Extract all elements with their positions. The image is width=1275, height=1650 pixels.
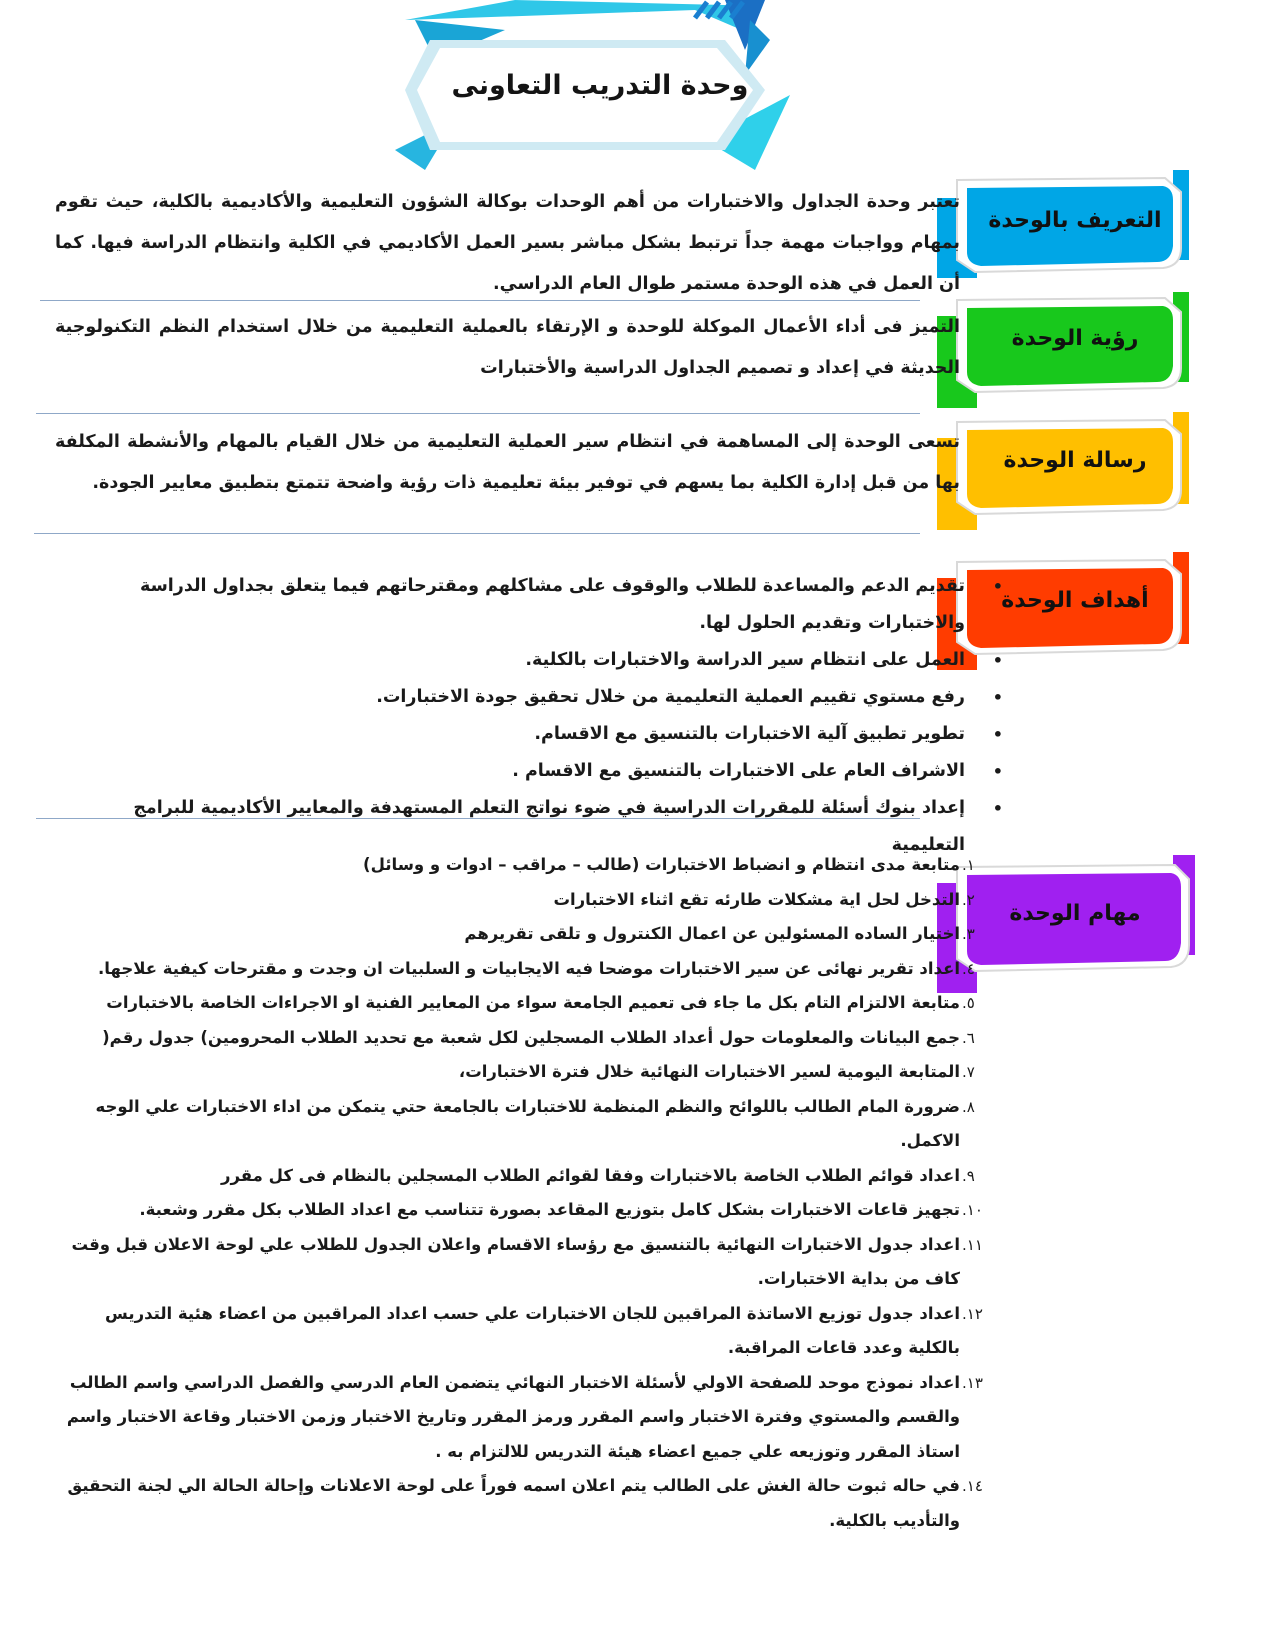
bullet-icon: • [992, 725, 1003, 744]
item-number: ٥. [962, 994, 975, 1012]
item-number: ١٠. [962, 1201, 983, 1219]
list-item [55, 568, 1003, 642]
list-item [60, 1055, 975, 1090]
list-item [60, 917, 975, 952]
item-number: ٨. [962, 1097, 975, 1116]
list-item [60, 1021, 975, 1056]
definition-text: تعتبر وحدة الجداول والاختبارات من أهم الوحدات بوكالة الشؤون التعليمية والأكاديمية بالكلية، حيث تقوم بمهام وواجبات مهمة جداً ترتبط بشكل مباشر بسير العمل الأكاديمي في الكلية وانتظام الدراسة فيها. كما أن العمل في هذه الوحدة مستمر طوال العام الدراسي. [55, 192, 960, 294]
title-banner [395, 0, 825, 180]
list-item [55, 753, 1003, 790]
task-text: في حاله ثبوت حالة الغش على الطالب يتم اعلان اسمه فوراً على لوحة الاعلانات وإحالة الحالة الي لجنة التحقيق والتأديب بالكلية. [67, 1476, 960, 1530]
label-vision-text: رؤية الوحدة [1011, 326, 1139, 351]
label-vision [935, 288, 1205, 413]
list-item [60, 1090, 975, 1159]
list-item [60, 952, 975, 987]
bullet-icon: • [992, 688, 1003, 707]
mission-text: تسعى الوحدة إلى المساهمة في انتظام سير العملية التعليمية من خلال القيام بالمهام والأنشطة المكلفة بها من قبل إدارة الكلية بما يسهم في توفير بيئة تعليمية ذات رؤية واضحة تتمتع بتطبيق معايير الجودة. [55, 432, 960, 493]
task-text: اعداد جدول الاختبارات النهائية بالتنسيق مع رؤساء الاقسام واعلان الجدول للطلاب علي لوحة الاعلان قبل وقت كاف من بداية الاختبارات. [71, 1234, 960, 1288]
divider [36, 818, 920, 819]
bullet-icon: • [992, 762, 1003, 781]
list-item [60, 848, 975, 883]
list-item [60, 986, 975, 1021]
task-text: تجهيز قاعات الاختبارات بشكل كامل بتوزيع المقاعد بصورة تتناسب مع اعداد الطلاب بكل مقرر وشعبة. [139, 1200, 960, 1219]
label-tasks-text: مهام الوحدة [1009, 901, 1141, 926]
task-text: المتابعة اليومية لسير الاختبارات النهائية خلال فترة الاختبارات، [458, 1062, 960, 1081]
item-number: ٢. [962, 890, 975, 909]
task-text: جمع البيانات والمعلومات حول أعداد الطلاب المسجلين لكل شعبة مع تحديد الطلاب المحرومين) جدول رقم( [102, 1027, 960, 1047]
label-mission [935, 410, 1205, 535]
divider [36, 413, 920, 414]
list-item [60, 1159, 975, 1194]
task-text: ضرورة المام الطالب باللوائح والنظم المنظمة للاختبارات بالجامعة حتي يتمكن من اداء الاختبارات علي الوجه الاكمل. [95, 1096, 960, 1150]
list-item [60, 883, 975, 918]
task-text: اعداد تقرير نهائى عن سير الاختبارات موضحا فيه الايجابيات و السلبيات ان وجدت و مقترحات كيفية علاجها. [98, 958, 960, 978]
list-item [60, 1193, 983, 1228]
task-text: اعداد قوائم الطلاب الخاصة بالاختبارات وفقا لقوائم الطلاب المسجلين بالنظام فى كل مقرر [221, 1165, 960, 1185]
item-number: ١١. [962, 1235, 983, 1254]
goal-text: تقديم الدعم والمساعدة للطلاب والوقوف على مشاكلهم ومقترحاتهم فيما يتعلق بجداول الدراسة والاختبارات وتقديم الحلول لها. [139, 576, 965, 633]
item-number: ٣. [962, 925, 975, 943]
list-item [60, 1366, 983, 1470]
item-number: ١٢. [962, 1304, 983, 1323]
goals-list [55, 568, 1010, 864]
item-number: ٤. [962, 959, 975, 978]
list-item [55, 679, 1003, 716]
label-mission-text: رسالة الوحدة [1003, 448, 1147, 473]
item-number: ٦. [962, 1028, 975, 1047]
task-text: التدخل لحل اية مشكلات طارئه تقع اثناء الاختبارات [553, 889, 960, 909]
goal-text: رفع مستوي تقييم العملية التعليمية من خلال تحقيق جودة الاختبارات. [376, 687, 965, 707]
goal-text: إعداد بنوك أسئلة للمقررات الدراسية في ضوء نواتج التعلم المستهدفة والمعايير الأكاديمية للبرامج التعليمية [133, 798, 965, 855]
task-text: اعداد نموذج موحد للصفحة الاولي لأسئلة الاختبار النهائي يتضمن العام الدرسي والفصل الدراسي واسم الطالب والقسم والمستوي وفترة الاختبار واسم المقرر ورمز المقرر وتاريخ الاختبار وزمن الاختبار وقاعة الاختبار واسم استاذ المقرر وتوزيعه علي جميع اعضاء هيئة التدريس للالتزام به . [66, 1372, 960, 1461]
goal-text: تطوير تطبيق آلية الاختبارات بالتنسيق مع الاقسام. [534, 724, 965, 744]
bullet-icon: • [992, 799, 1003, 818]
vision-text: التميز فى أداء الأعمال الموكلة للوحدة و الإرتقاء بالعملية التعليمية من خلال استخدام النظم التكنولوجية الحديثة في إعداد و تصميم الجداول الدراسية والأختبارات [55, 317, 960, 378]
list-item [60, 1469, 983, 1538]
label-goals-text: أهداف الوحدة [1001, 588, 1149, 613]
page-title: وحدة التدريب التعاونى [451, 70, 749, 101]
list-item [55, 716, 1003, 753]
bullet-icon: • [992, 651, 1003, 670]
goal-text: الاشراف العام على الاختبارات بالتنسيق مع الاقسام . [512, 761, 965, 781]
list-item [60, 1228, 983, 1297]
divider [40, 300, 920, 301]
label-definition-text: التعريف بالوحدة [988, 208, 1162, 233]
list-item [60, 1297, 983, 1366]
tasks-list [60, 848, 1000, 1538]
task-text: متابعة مدى انتظام و انضباط الاختبارات (طالب – مراقب – ادوات و وسائل) [363, 855, 960, 874]
task-text: اختيار الساده المسئولين عن اعمال الكنترول و تلقى تقريرهم [464, 924, 960, 943]
task-text: متابعة الالتزام التام بكل ما جاء فى تعميم الجامعة سواء من المعايير الفنية او الاجراءات الخاصة بالاختبارات [106, 993, 960, 1012]
item-number: ١٤. [962, 1477, 983, 1495]
item-number: ٩. [962, 1166, 975, 1185]
label-definition [935, 170, 1205, 295]
task-text: اعداد جدول توزيع الاساتذة المراقبين للجان الاختبارات علي حسب اعداد المراقبين من اعضاء هئية التدريس بالكلية وعدد قاعات المراقبة. [105, 1303, 960, 1357]
divider [34, 533, 920, 534]
item-number: ٧. [962, 1063, 975, 1081]
goal-text: العمل على انتظام سير الدراسة والاختبارات بالكلية. [525, 650, 965, 670]
item-number: ١. [962, 856, 975, 874]
bullet-icon: • [992, 577, 1003, 596]
list-item [55, 642, 1003, 679]
item-number: ١٣. [962, 1373, 983, 1392]
